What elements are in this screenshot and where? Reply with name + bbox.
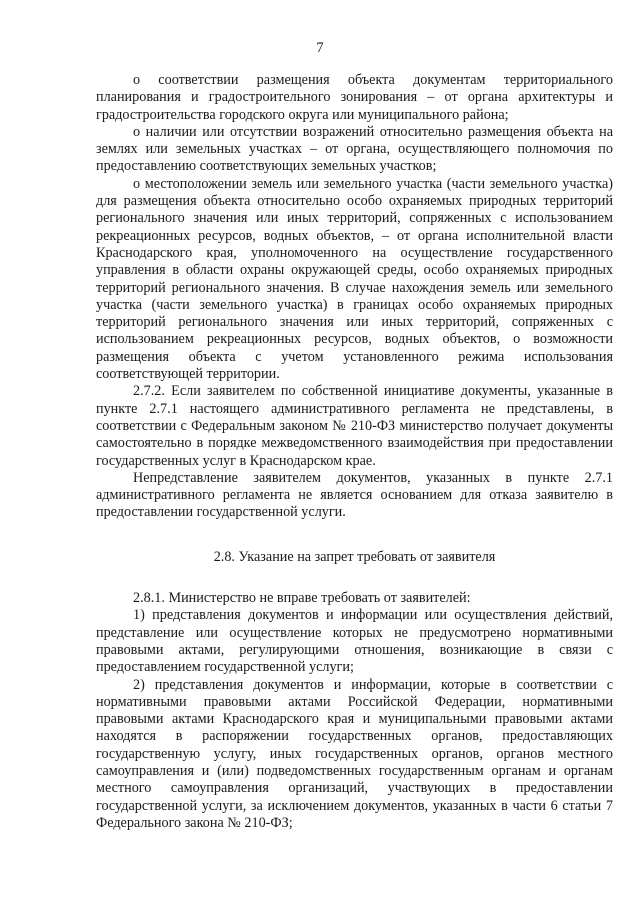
paragraph-2-7-2: 2.7.2. Если заявителем по собственной инициативе документы, указанные в пункте 2.7.1 настоящего административного регламента не представлены, в соответствии с Федеральным законом № 210-ФЗ министерство получает документы самостоятельно в порядке межведомственного взаимодействия при предоставлении государственных услуг в Краснодарском крае.	[96, 383, 613, 469]
paragraph-item-1: 1) представления документов и информации или осуществления действий, представление или осуществление которых не предусмотрено нормативными правовыми актами, регулирующими отношения, возникающие в связи с предоставлением государственной услуги;	[96, 607, 613, 676]
paragraph-objections: о наличии или отсутствии возражений относительно размещения объекта на землях или земельных участках – от органа, осуществляющего полномочия по предоставлению соответствующих земельных участков;	[96, 123, 613, 175]
paragraph-territorial-planning: о соответствии размещения объекта документам территориального планирования и градостроительного зонирования – от органа архитектуры и градостроительства городского округа или муниципального района;	[96, 72, 613, 123]
section-heading-2-8: 2.8. Указание на запрет требовать от заявителя	[213, 548, 496, 565]
document-body	[96, 72, 613, 832]
paragraph-protected-territories: о местоположении земель или земельного участка (части земельного участка) для размещения объекта относительно особо охраняемых природных территорий регионального значения или иных территорий, сопряженных с использованием рекреационных ресурсов, водных объектов, – от органа исполнительной власти Краснодарского края, уполномоченного на осуществление государственного управления в области охраны окружающей среды, особо охраняемых природных территорий регионального значения. В случае нахождения земель или земельного участка (части земельного участка) в границах особо охраняемых природных территорий регионального значения или иных территорий, сопряженных с использованием рекреационных ресурсов, водных объектов, о возможности размещения объекта с учетом установленного режима использования соответствующей территории.	[96, 175, 613, 383]
page-number: 7	[316, 40, 324, 56]
paragraph-item-2: 2) представления документов и информации, которые в соответствии с нормативными правовыми актами Российской Федерации, нормативными правовыми актами Краснодарского края и муниципальными правовыми актами находятся в распоряжении государственных органов, предоставляющих государственную услугу, иных государственных органов, органов местного самоуправления и (или) подведомственных государственным органам и органам местного самоуправления организаций, участвующих в предоставлении государственной услуги, за исключением документов, указанных в части 6 статьи 7 Федерального закона № 210-ФЗ;	[96, 676, 613, 831]
paragraph-2-8-1: 2.8.1. Министерство не вправе требовать от заявителей:	[133, 590, 471, 607]
paragraph-non-submission: Непредставление заявителем документов, указанных в пункте 2.7.1 административного регламента не является основанием для отказа заявителю в предоставлении государственной услуги.	[96, 469, 613, 521]
